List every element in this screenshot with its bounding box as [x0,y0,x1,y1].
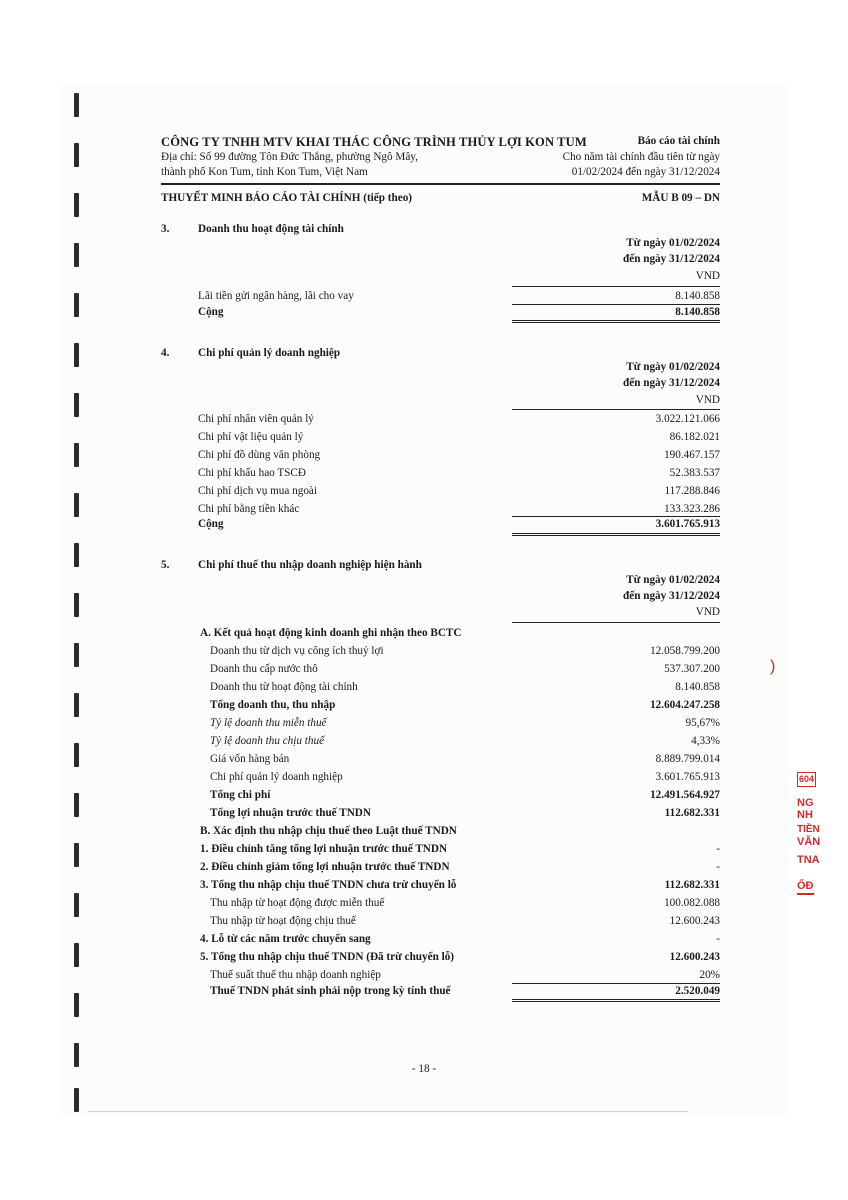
stamp-text: TNA [797,854,820,866]
s5-row-value: 20% [699,969,720,981]
s5-row-value: - [716,861,720,873]
s4-row-label: Chi phí vật liệu quản lý [198,431,304,443]
s4-row-value: 86.182.021 [669,431,720,443]
s3-total-label: Cộng [198,306,224,318]
s5-row-label: Doanh thu từ dịch vụ công ích thuỷ lợi [210,645,384,657]
s5-row-label: 2. Điều chỉnh giảm tổng lợi nhuận trước thuế TNDN [200,861,450,873]
s5-heading-b: B. Xác định thu nhập chịu thuế theo Luật thuế TNDN [200,825,457,837]
section-3-number: 3. [161,223,170,235]
stamp-text: ỐĐ [797,880,814,895]
s3-col-unit: VND [695,270,720,282]
s4-row-label: Chi phí khấu hao TSCĐ [198,467,306,479]
s5-row-label: 5. Tổng thu nhập chịu thuế TNDN (Đã trừ chuyển lỗ) [200,951,455,963]
s3-row-label: Lãi tiền gửi ngân hàng, lãi cho vay [198,290,354,302]
s5-row-value: 12.600.243 [669,951,720,963]
s5-row-label: Tỷ lệ doanh thu chịu thuế [210,735,325,747]
s5-row-label: Doanh thu từ hoạt động tài chính [210,681,358,693]
s4-row-value: 190.467.157 [664,449,720,461]
s5-row-label: 1. Điều chỉnh tăng tổng lợi nhuận trước thuế TNDN [200,843,448,855]
s4-row-value: 52.383.537 [669,467,720,479]
s5-row-label: Giá vốn hàng bán [210,753,290,765]
company-name: CÔNG TY TNHH MTV KHAI THÁC CÔNG TRÌNH THỦY LỢI KON TUM [161,135,587,149]
s5-row-label: Thu nhập từ hoạt động được miễn thuế [210,897,385,909]
s5-row-label: Tỷ lệ doanh thu miễn thuế [210,717,327,729]
s5-col-unit: VND [695,606,720,618]
s5-row-label: Tổng chi phí [210,789,271,801]
s5-row-label: Thuế suất thuế thu nhập doanh nghiệp [210,969,381,981]
s5-row-value: 537.307.200 [664,663,720,675]
s5-row-value: 12.604.247.258 [650,699,720,711]
s5-row-label: Tổng lợi nhuận trước thuế TNDN [210,807,371,819]
s5-row-value: 95,67% [685,717,720,729]
s5-row-value: 4,33% [691,735,720,747]
s5-row-value: 112.682.331 [664,807,720,819]
s5-row-value: - [716,933,720,945]
report-period-line1: Cho năm tài chính đầu tiên từ ngày [562,151,720,163]
s5-row-label: Doanh thu cấp nước thô [210,663,318,675]
s5-row-value: 12.600.243 [669,915,720,927]
company-address-line1: Địa chỉ: Số 99 đường Tôn Đức Thắng, phường Ngô Mây, [161,151,418,163]
s4-row-value: 3.022.121.066 [655,413,720,425]
s5-row-label: 3. Tổng thu nhập chịu thuế TNDN chưa trừ chuyển lỗ [200,879,457,891]
s5-row-value: 100.082.088 [664,897,720,909]
company-address-line2: thành phố Kon Tum, tỉnh Kon Tum, Việt Nam [161,166,368,178]
s5-row-value: 12.491.564.927 [650,789,720,801]
s4-total-label: Cộng [198,518,224,530]
s4-row-value: 117.288.846 [664,485,720,497]
s3-col-head-to: đến ngày 31/12/2024 [623,253,720,265]
section-5-number: 5. [161,559,170,571]
s5-row-label: Tổng doanh thu, thu nhập [210,699,336,711]
s5-row-value: 8.140.858 [675,681,720,693]
s4-col-unit: VND [695,394,720,406]
s4-col-head-to: đến ngày 31/12/2024 [623,377,720,389]
section-3-title: Doanh thu hoạt động tài chính [198,223,344,235]
form-code: MẪU B 09 – DN [641,192,720,204]
section-4-number: 4. [161,347,170,359]
stamp-text: NG [797,797,814,809]
s5-row-label: Chi phí quản lý doanh nghiệp [210,771,343,783]
s5-row-label: 4. Lỗ từ các năm trước chuyển sang [200,933,371,945]
s5-row-value: - [716,843,720,855]
s4-row-label: Chi phí bằng tiền khác [198,503,300,515]
s3-total-value: 8.140.858 [675,306,720,318]
s4-row-label: Chi phí nhân viên quản lý [198,413,314,425]
s4-col-head-from: Từ ngày 01/02/2024 [626,361,720,373]
report-title: Báo cáo tài chính [637,135,720,147]
s4-row-label: Chi phí dịch vụ mua ngoài [198,485,318,497]
stamp-text: 604 [797,772,816,787]
s4-row-label: Chi phí đồ dùng văn phòng [198,449,321,461]
notes-title: THUYẾT MINH BÁO CÁO TÀI CHÍNH (tiếp theo) [161,192,413,204]
s4-row-value: 133.323.286 [664,503,720,515]
section-4-title: Chi phí quản lý doanh nghiệp [198,347,341,359]
s5-col-head-from: Từ ngày 01/02/2024 [626,574,720,586]
stamp-text: VĂN [797,836,821,848]
s5-row-label: Thu nhập từ hoạt động chịu thuế [210,915,356,927]
page-number: - 18 - [411,1063,437,1075]
section-5-title: Chi phí thuế thu nhập doanh nghiệp hiện hành [198,559,422,571]
s5-row-value: 8.889.799.014 [655,753,720,765]
s5-heading-a: A. Kết quả hoạt động kinh doanh ghi nhận theo BCTC [200,627,462,639]
s3-col-head-from: Từ ngày 01/02/2024 [626,237,720,249]
report-period-line2: 01/02/2024 đến ngày 31/12/2024 [571,166,720,178]
s5-row-value: 12.058.799.200 [650,645,720,657]
stamp-text: TIỀN [797,824,820,835]
s5-row-value: 112.682.331 [664,879,720,891]
stamp-text: NH [797,809,813,821]
s5-total-value: 2.520.049 [675,985,720,997]
s3-row-value: 8.140.858 [675,290,720,302]
s5-row-value: 3.601.765.913 [655,771,720,783]
s5-col-head-to: đến ngày 31/12/2024 [623,590,720,602]
s4-total-value: 3.601.765.913 [655,518,720,530]
s5-total-label: Thuế TNDN phát sinh phải nộp trong kỳ tính thuế [210,985,451,997]
